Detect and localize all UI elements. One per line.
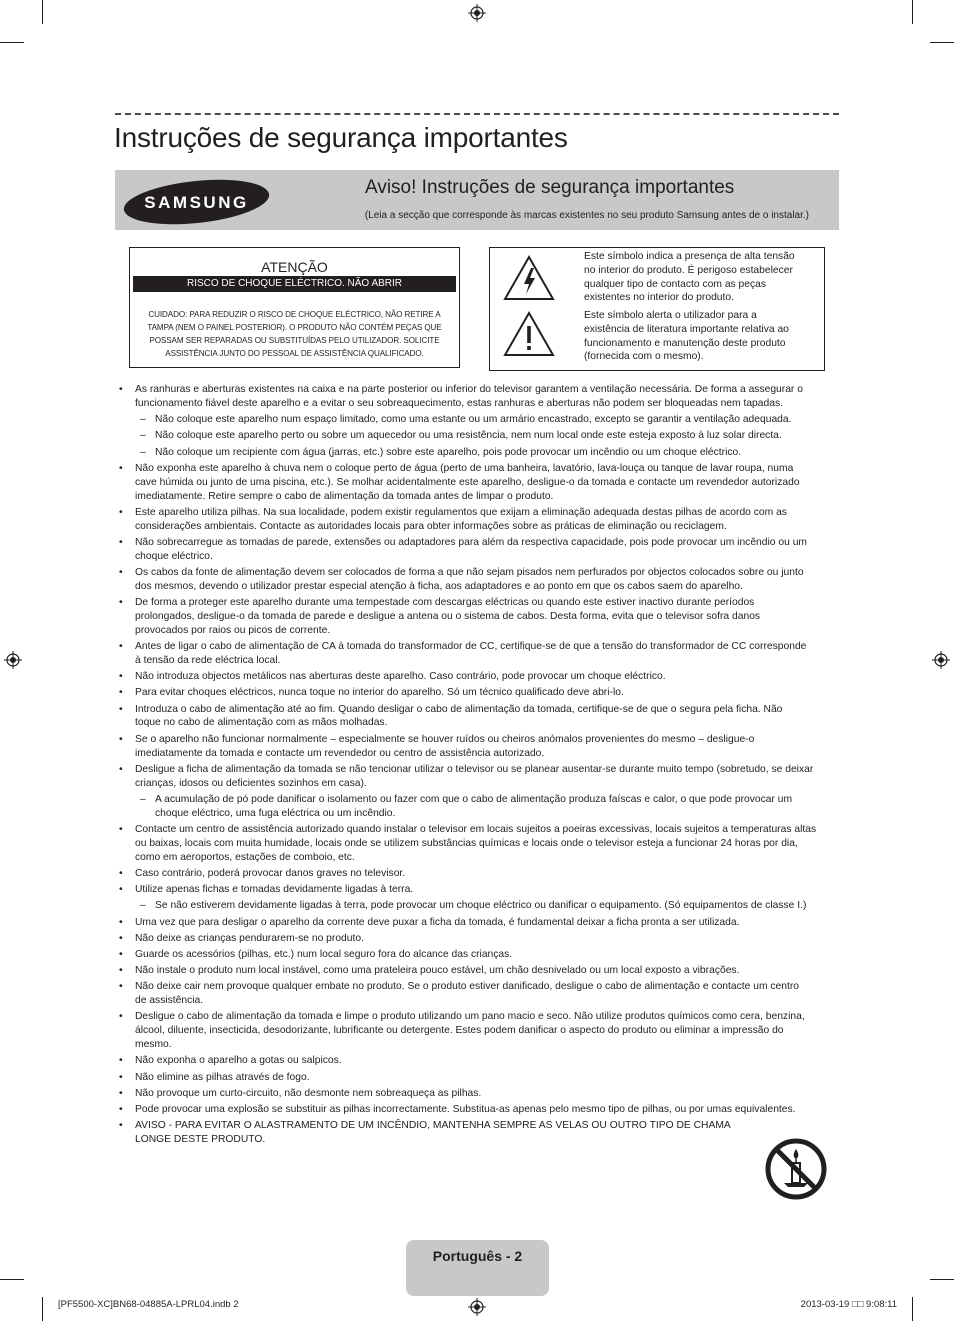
bullet-item xyxy=(119,916,839,930)
dash-marker: – xyxy=(140,793,146,805)
bullet-line: Introduza o cabo de alimentação até ao fim. Quando desligar o cabo de alimentação da tomada, certifique-se de que o segura pela ficha. Não xyxy=(135,703,783,715)
bullet-item xyxy=(119,1071,839,1085)
bullet-marker: • xyxy=(119,1120,123,1132)
bullet-item xyxy=(140,793,839,821)
bullet-marker: • xyxy=(119,932,123,944)
bullet-marker: • xyxy=(119,1011,123,1023)
bullet-line: Contacte um centro de assistência autorizado quando instalar o televisor em locais sujeitos a poeiras excessivas, locais sujeitos a temperaturas altas xyxy=(135,823,817,835)
dash-marker: – xyxy=(140,900,146,912)
bullet-item xyxy=(119,383,839,411)
bullet-line: Pode provocar uma explosão se substituir as pilhas incorrectamente. Substitua-as apenas pelo mesmo tipo de pilhas, ou por umas equivalentes. xyxy=(135,1104,796,1115)
bullet-line: Não introduza objectos metálicos nas aberturas deste aparelho. Caso contrário, pode provocar um choque eléctrico. xyxy=(135,671,666,683)
bullet-line: imediatamente da tomada e contacte um revendedor ou centro de assistência autorizado. xyxy=(135,747,545,759)
bullet-marker: • xyxy=(119,687,123,699)
bullet-item xyxy=(119,1054,839,1068)
symbol-legend-box xyxy=(489,247,825,371)
bullet-item xyxy=(119,1103,839,1117)
bullet-line: Desligue a ficha de alimentação da tomada se não tencionar utilizar o televisor ou se planear ausentar-se durante muito tempo (sobretudo, se deixar xyxy=(135,763,814,775)
bullet-marker: • xyxy=(119,884,123,896)
bullet-item xyxy=(119,640,839,668)
caution-line: POSSAM SER REPARADAS OU SUBSTITUÍDAS PELO UTILIZADOR. SOLICITE xyxy=(149,336,440,345)
bullet-marker: • xyxy=(119,1087,123,1099)
bullet-line: mesmo. xyxy=(135,1039,172,1051)
bullet-marker: • xyxy=(119,948,123,960)
bullet-marker: • xyxy=(119,763,123,775)
crop-mark xyxy=(912,0,913,24)
bullet-line: AVISO - PARA EVITAR O ALASTRAMENTO DE UM INCÊNDIO, MANTENHA SEMPRE AS VELAS OU OUTRO TIPO DE CHAMA xyxy=(135,1120,731,1132)
bullet-item xyxy=(140,899,839,913)
voltage-line: Este símbolo indica a presença de alta tensão xyxy=(584,251,795,262)
crop-mark xyxy=(912,1297,913,1321)
bullet-line: prolongados, desligue-o da tomada de parede e desligue a antena ou o sistema de cabos. Desta forma, evita que o televisor sofra danos xyxy=(135,610,761,622)
bullet-line: choque eléctrico. xyxy=(135,550,213,562)
bullet-line: de assistência. xyxy=(135,995,204,1007)
bullet-item xyxy=(119,566,839,594)
crop-mark xyxy=(42,0,43,24)
bullet-item xyxy=(119,883,839,897)
bullet-item xyxy=(119,506,839,534)
warning-banner xyxy=(115,170,839,230)
bullet-line: como em aeroportos, estações de comboio, etc. xyxy=(135,851,355,863)
crop-mark xyxy=(0,42,24,43)
exclamation-line: (fornecida com o mesmo). xyxy=(584,351,704,363)
page-title: Instruções de segurança importantes xyxy=(114,122,568,153)
bullet-line: Utilize apenas fichas e tomadas devidamente ligadas à terra. xyxy=(135,884,414,896)
bullet-line: álcool, diluente, insecticida, desodorizante, lubrificante ou detergente. Estes podem danificar o aspecto do produto ou eliminar a impressão do xyxy=(135,1025,784,1037)
no-candle-icon xyxy=(764,1137,828,1201)
banner-subtitle: (Leia a secção que corresponde às marcas existentes no seu produto Samsung antes de o instalar.) xyxy=(364,210,809,221)
bullet-marker: • xyxy=(119,462,123,474)
high-voltage-icon xyxy=(502,254,556,302)
bullet-item xyxy=(119,948,839,962)
bullet-line: Não deixe cair nem provoque qualquer embate no produto. Se o produto estiver danificado, desligue o cabo de alimentação e contacte um centro xyxy=(135,981,799,993)
caution-bar: RISCO DE CHOQUE ELÉCTRICO. NÃO ABRIR xyxy=(133,276,456,292)
bullet-marker: • xyxy=(119,566,123,578)
bullet-line: Não sobrecarregue as tomadas de parede, extensões ou adaptadores para além da respectiva capacidade, pois pode provocar um incêndio ou um xyxy=(135,536,808,548)
bullet-line: à tensão da rede eléctrica local. xyxy=(135,654,281,666)
voltage-line: existentes no interior do produto. xyxy=(584,292,734,304)
bullet-item xyxy=(119,462,839,504)
footer-timestamp: 2013-03-19 □□ 9:08:11 xyxy=(800,1299,897,1310)
caution-line: TAMPA (NEM O PAINEL POSTERIOR). O PRODUTO NÃO CONTÉM PEÇAS QUE xyxy=(147,323,442,332)
bullet-line: dos mesmos, devendo o utilizador prestar especial atenção à ficha, aos adaptadores e ao ponto em que os cabos saem do aparelho. xyxy=(135,580,743,592)
bullet-line: Uma vez que para desligar o aparelho da corrente deve puxar a ficha da tomada, é fundamental deixar a ficha pronta a ser utilizada. xyxy=(135,916,740,928)
page-number-tab xyxy=(406,1240,549,1296)
bullet-line: Se o aparelho não funcionar normalmente – especialmente se houver ruídos ou cheiros anómalos provenientes do mesmo – desligue-o xyxy=(135,733,755,745)
exclamation-description xyxy=(584,309,816,364)
bullet-item xyxy=(119,596,839,638)
registration-mark-icon xyxy=(4,651,22,669)
bullet-line: LONGE DESTE PRODUTO. xyxy=(135,1134,266,1146)
registration-mark-icon xyxy=(468,4,486,22)
bullet-marker: • xyxy=(119,671,123,683)
page-number: Português - 2 xyxy=(432,1248,523,1264)
crop-mark xyxy=(930,1279,954,1280)
bullet-item xyxy=(119,964,839,978)
bullet-item xyxy=(119,686,839,700)
bullet-line: Não exponha o aparelho a gotas ou salpicos. xyxy=(135,1055,342,1067)
registration-mark-icon xyxy=(468,1298,486,1316)
exclamation-line: existência de literatura importante relativa ao xyxy=(584,323,789,335)
bullet-line: Não coloque este aparelho perto ou sobre um aquecedor ou uma resistência, nem num local onde este esteja exposto à luz solar directa. xyxy=(155,430,782,442)
bullet-line: provocados por raios ou picos de corrente. xyxy=(135,624,331,636)
bullet-marker: • xyxy=(119,641,123,652)
bullet-marker: • xyxy=(119,867,123,879)
bullet-line: considerações ambientais. Contacte as autoridades locais para obter informações sobre as práticas de eliminação ou reciclagem. xyxy=(135,520,727,532)
crop-mark xyxy=(42,1297,43,1321)
bullet-marker: • xyxy=(119,1055,123,1067)
bullet-item xyxy=(119,763,839,791)
bullet-marker: • xyxy=(119,597,123,608)
bullet-line: Guarde os acessórios (pilhas, etc.) num local seguro fora do alcance das crianças. xyxy=(135,948,513,960)
bullet-item xyxy=(119,733,839,761)
bullet-marker: • xyxy=(119,733,123,745)
bullet-marker: • xyxy=(119,1071,123,1083)
bullet-item xyxy=(119,980,839,1008)
bullet-marker: • xyxy=(119,384,123,395)
bullet-item xyxy=(119,867,839,881)
bullet-line: Desligue o cabo de alimentação da tomada e limpe o produto utilizando um pano macio e seco. Não utilize produtos químicos como cera, benzina, xyxy=(135,1011,805,1023)
svg-text:SAMSUNG: SAMSUNG xyxy=(144,193,249,212)
bullet-item xyxy=(119,1087,839,1101)
bullet-line: Este aparelho utiliza pilhas. Na sua localidade, podem existir regulamentos que exijam a eliminação adequada destas pilhas de acordo com as xyxy=(135,506,787,518)
caution-box xyxy=(129,247,460,368)
samsung-logo xyxy=(123,177,270,227)
bullet-line: Não coloque um recipiente com água (jarras, etc.) sobre este aparelho, pois pode provocar um incêndio ou um choque eléctrico. xyxy=(155,446,742,458)
bullet-marker: • xyxy=(119,1104,123,1115)
bullet-item xyxy=(140,446,839,460)
crop-mark xyxy=(930,42,954,43)
caution-line: ASSISTÊNCIA JUNTO DO PESSOAL DE ASSISTÊNCIA QUALIFICADO. xyxy=(165,349,424,358)
dash-marker: – xyxy=(140,430,146,442)
bullet-line: Não provoque um curto-circuito, não desmonte nem sobreaqueça as pilhas. xyxy=(135,1087,482,1099)
bullet-line: Antes de ligar o cabo de alimentação de CA à tomada do transformador de CC, certifique-se de que a tensão do transformador de CC corresponde xyxy=(135,641,807,652)
bullet-line: Não exponha este aparelho à chuva nem o coloque perto de água (perto de uma banheira, lavatório, lava-louça ou tanque de lavar roupa, numa xyxy=(135,462,794,474)
bullet-line: As ranhuras e aberturas existentes na caixa e na parte posterior ou inferior do televisor garantem a ventilação necessária. De forma a assegurar o xyxy=(135,384,803,395)
bullet-line: cave húmida ou junto de uma piscina, etc.). Se molhar acidentalmente este aparelho, desligue-o da tomada e contacte um revendedor autorizado xyxy=(135,476,800,488)
caution-line: CUIDADO: PARA REDUZIR O RISCO DE CHOQUE ELÉCTRICO, NÃO RETIRE A xyxy=(148,310,441,319)
bullet-line: Os cabos da fonte de alimentação devem ser colocados de forma a que não sejam pisados nem perfurados por objectos colocados sobre ou junto xyxy=(135,566,804,578)
bullet-item xyxy=(119,932,839,946)
caution-title: ATENÇÃO xyxy=(261,259,328,275)
registration-mark-icon xyxy=(932,651,950,669)
bullet-line: A acumulação de pó pode danificar o isolamento ou fazer com que o cabo de alimentação produza faíscas e calor, o que pode provocar um xyxy=(155,793,793,805)
bullet-marker: • xyxy=(119,981,123,993)
bullet-line: funcionamento fiável deste aparelho e a evitar o seu sobreaquecimento, estas ranhuras e aberturas não podem ser bloqueadas nem tapadas. xyxy=(135,397,783,409)
bullet-line: ou baixas, locais com muita humidade, locais onde se utilizem substâncias químicas e locais onde o televisor esteja a funcionar 24 horas por dia, xyxy=(135,837,798,849)
bullet-line: Caso contrário, poderá provocar danos graves no televisor. xyxy=(135,867,406,879)
bullet-line: Se não estiverem devidamente ligadas à terra, pode provocar um choque eléctrico ou danificar o equipamento. (Só equipamentos de classe I.) xyxy=(155,900,807,912)
exclamation-line: funcionamento e manutenção deste produto xyxy=(584,337,786,349)
voltage-line: qualquer tipo de contacto com as peças xyxy=(584,278,767,290)
bullet-marker: • xyxy=(119,916,123,928)
bullet-marker: • xyxy=(119,506,123,518)
bullet-item xyxy=(119,1010,839,1052)
bullet-item xyxy=(119,703,839,731)
exclamation-line: Este símbolo alerta o utilizador para a xyxy=(584,310,757,321)
bullet-item xyxy=(119,823,839,865)
bullet-line: Não deixe as crianças pendurarem-se no produto. xyxy=(135,932,364,944)
bullet-line: Não coloque este aparelho num espaço limitado, como uma estante ou um armário encastrado, excepto se garantir a ventilação adequada. xyxy=(155,414,792,426)
bullet-line: De forma a proteger este aparelho durante uma tempestade com descargas eléctricas ou quando este estiver inactivo durante períodos xyxy=(135,597,755,608)
bullet-item xyxy=(119,536,839,564)
bullet-marker: • xyxy=(119,823,123,835)
voltage-line: no interior do produto. É perigoso estabelecer xyxy=(584,264,793,276)
dash-marker: – xyxy=(140,446,146,458)
bullet-line: crianças, idosos ou deficientes sozinhos em casa). xyxy=(135,777,367,789)
bullet-marker: • xyxy=(119,965,123,977)
bullet-line: Não instale o produto num local instável, como uma prateleira pouco estável, um chão desnivelado ou um local exposto a vibrações. xyxy=(135,965,740,977)
footer-file-info: [PF5500-XC]BN68-04885A-LPRL04.indb 2 xyxy=(58,1299,239,1310)
bullet-line: imediatamente. Retire sempre o cabo de alimentação da tomada antes de limpar o produto. xyxy=(135,490,554,502)
bullet-item xyxy=(119,1119,839,1147)
bullet-line: Não elimine as pilhas através de fogo. xyxy=(135,1071,310,1083)
bullet-item xyxy=(119,670,839,684)
caution-text xyxy=(136,308,453,360)
bullet-item xyxy=(140,413,839,427)
dash-marker: – xyxy=(140,414,146,426)
bullet-item xyxy=(140,429,839,443)
bullet-line: choque eléctrico, uma fuga eléctrica ou um incêndio. xyxy=(155,807,396,819)
crop-mark xyxy=(0,1279,24,1280)
bullet-line: toque no cabo de alimentação com as mãos molhadas. xyxy=(135,717,388,729)
banner-title: Aviso! Instruções de segurança importantes xyxy=(365,177,735,198)
bullet-marker: • xyxy=(119,703,123,715)
title-divider xyxy=(115,113,839,115)
bullet-marker: • xyxy=(119,536,123,548)
voltage-description xyxy=(584,250,816,305)
bullet-line: Para evitar choques eléctricos, nunca toque no interior do aparelho. Só um técnico qualificado deve abri-lo. xyxy=(135,687,624,699)
exclamation-icon xyxy=(502,310,556,358)
